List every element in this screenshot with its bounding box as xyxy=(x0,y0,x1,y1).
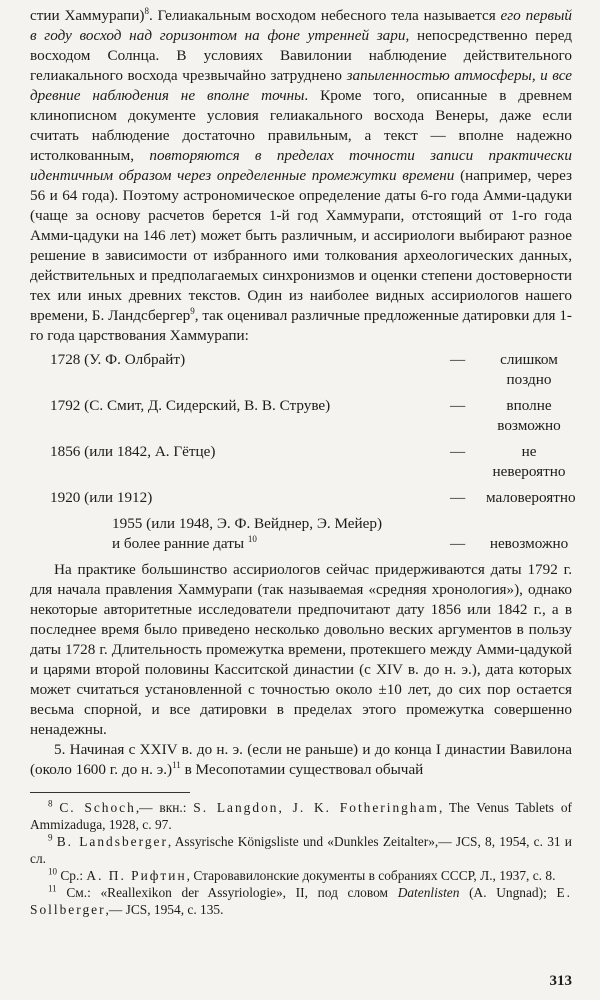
footnote-ref-10: 10 xyxy=(247,533,257,544)
footnote-ref-9: 9 xyxy=(190,305,195,316)
date-estimate-row: 1728 (У. Ф. Олбрайт) — слишком поздно xyxy=(50,351,558,388)
page-number: 313 xyxy=(549,973,572,989)
footnote-8: $^8$ C. Schoch,— вкн.: S. Langdon, J. K. Fotheringham, The Venus Tablets of Ammizaduga, 1928, с. 97. xyxy=(30,798,572,832)
footnotes xyxy=(30,799,572,918)
paragraph-section-5: 5. Начиная с XXIV в. до н. э. (если не раньше) и до конца I династии Вавилона (около 1600 г. до н. э.)$^{11}$ в Месопотамии существовал обычай xyxy=(30,741,572,778)
footnote-9: $^9$ B. Landsberger, Assyrische Königsliste und «Dunkles Zeitalter»,— JCS, 8, 1954, с. 31 и сл. xyxy=(30,832,572,866)
footnote-divider xyxy=(30,792,190,793)
paragraph-gelical-rising: стии Хаммурапи)$^8$. Гелиакальным восходом небесного тела называется его первый в году восход над горизонтом на фоне утренней зари, непосредственно перед восходом Солнца. В условиях Вавилонии наблюдение действительного гелиакального восхода чрезвычайно затруднено запыленностью атмосферы, и все древние наблюдения не вполне точны. Кроме того, описанные в древнем клинописном документе условия гелиакального восхода Венеры, даже если считать наблюдение достаточно правильным, а текст — вполне надежно истолкованным, повторяются в пределах точности записи практически идентичным образом через определенные промежутки времени (например, через 56 и 64 года). Поэтому астрономическое определение даты 6-го года Амми-цадуки (чаще за основу расчетов берется 1-й год Хаммурапи, отстоящий от 1-го года Амми-цадуки на 146 лет) может быть различным, и ассириологи выбирают разное решение в зависимости от избранного ими толкования археологических данных, действительных и предполагаемых синхронизмов и оценки степени достоверности тех или иных древних текстов. Один из наиболее видных ассириологов нашего времени, Б. Ландсбергер$^9$, так оценивал различные предложенные датировки для 1-го года царствования Хаммурапи: xyxy=(30,5,572,344)
paragraph-chronology: На практике большинство ассириологов сейчас придерживаются даты 1792 г. для начала правления Хаммурапи (так называемая «средняя хронология»), однако некоторые авторитетные исследователи предпочитают дату 1856 или 1842 г., а в последнее время было приведено несколько довольно веских аргументов в пользу даты 1728 г. Длительность промежутка времени, протекшего между Амми-цадукой и царями второй половины Касситской династии (с XIV в. до н. э.), дата которых может считаться установленной с точностью около ±10 лет, до сих пор остается весьма спорной, и все датировки в пределах этого промежутка совершенно ненадежны. xyxy=(30,561,572,738)
date-estimate-row: 1792 (С. Смит, Д. Сидерский, В. В. Струве) — вполне возможно xyxy=(50,397,561,434)
footnote-ref-11: 11 xyxy=(172,759,181,770)
date-estimate-row: 1920 (или 1912) — маловероятно xyxy=(50,489,576,506)
footnote-11: $^{11}$ См.: «Reallexikon der Assyriologie», II, под словом Datenlisten (A. Ungnad); E. Sollberger,— JCS, 1954, с. 135. xyxy=(30,883,572,917)
footnote-10: $^{10}$ Ср.: А. П. Рифтин, Старовавилонские документы в собраниях СССР, Л., 1937, с. 8. xyxy=(48,866,556,883)
date-estimate-row: 1955 (или 1948, Э. Ф. Вейднер, Э. Мейер) и более ранние даты $^{10}$ — невозможно xyxy=(112,515,569,552)
footnote-ref-8: 8 xyxy=(144,5,149,16)
date-estimate-row: 1856 (или 1842, А. Гётце) — не невероятно xyxy=(50,443,566,480)
date-estimates-list xyxy=(30,350,576,554)
